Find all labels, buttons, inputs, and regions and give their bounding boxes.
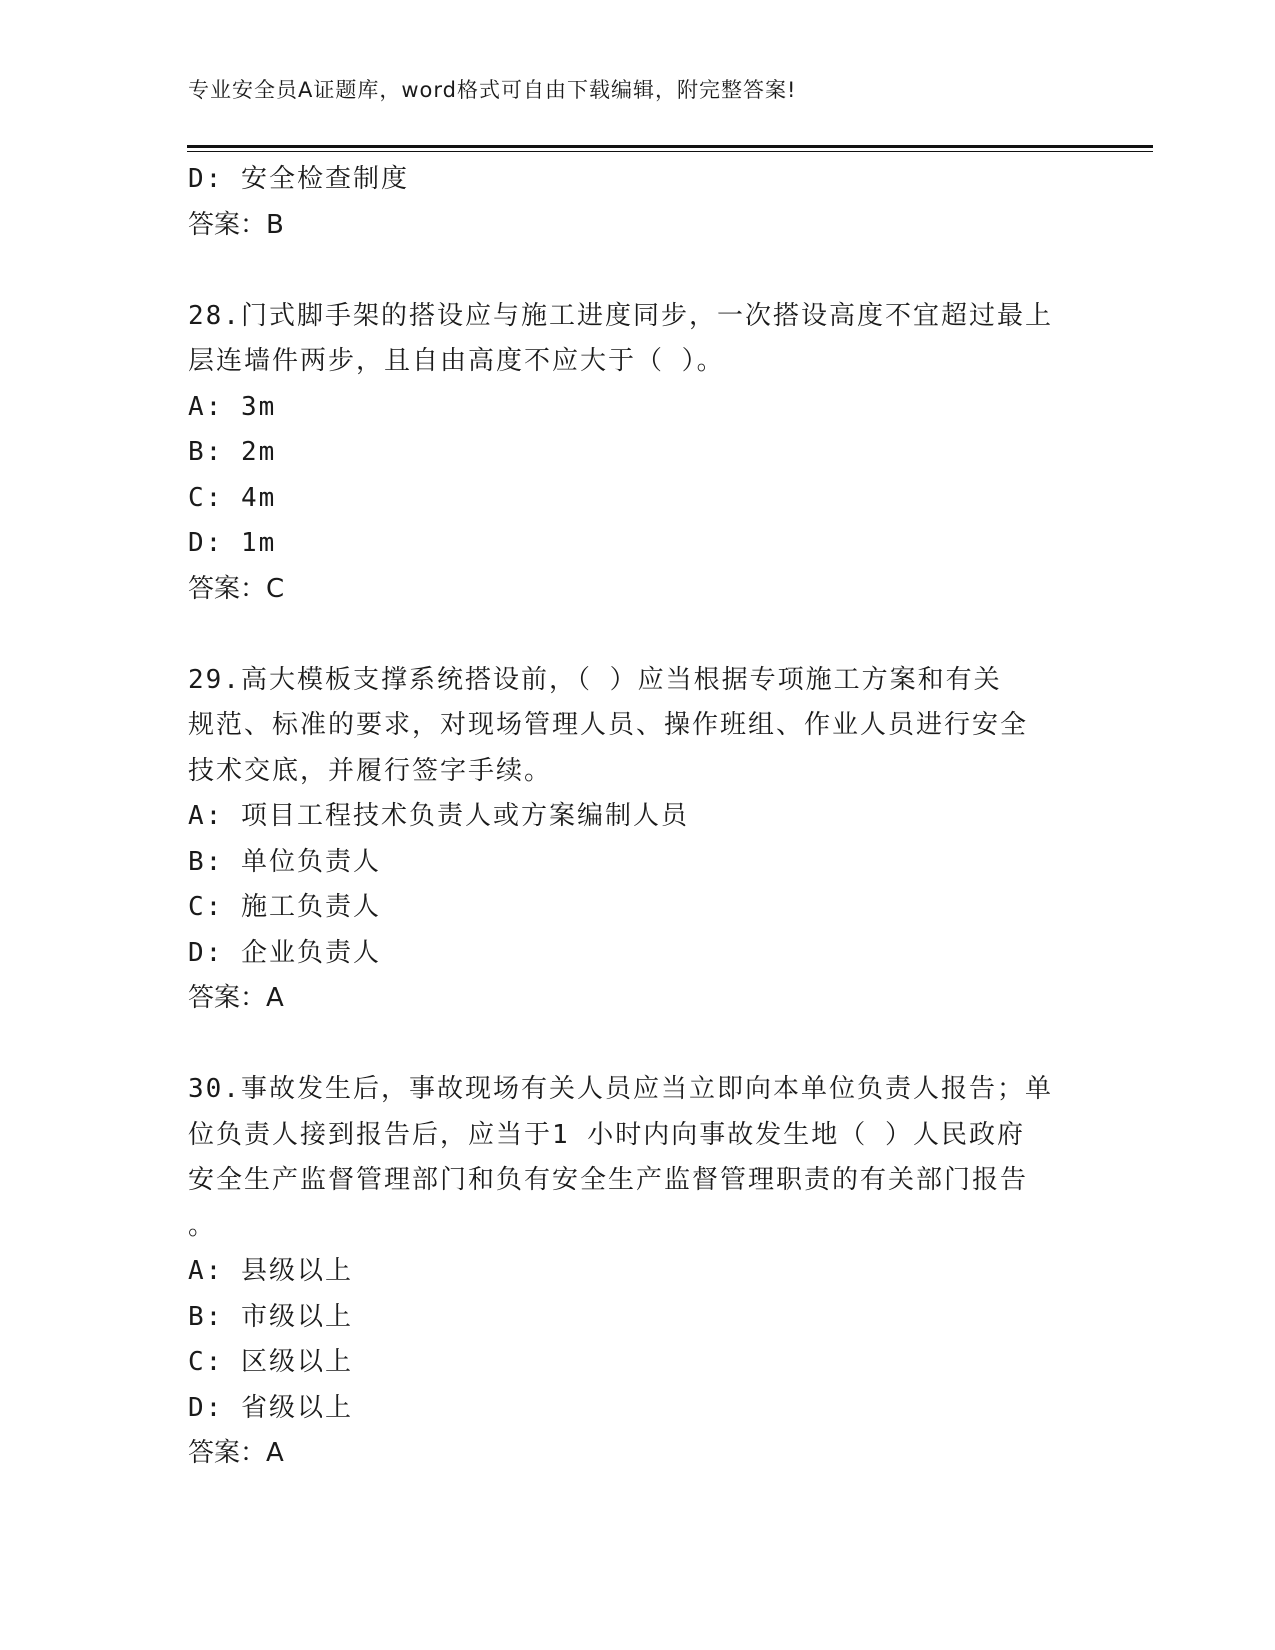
header-rule-thick <box>187 145 1153 148</box>
page-header: 专业安全员A证题库，word格式可自由下载编辑，附完整答案! <box>188 78 797 102</box>
option-b: B: 2m <box>188 437 277 467</box>
question-text-line: 。 <box>188 1210 217 1241</box>
option-d: D: 省级以上 <box>188 1392 353 1423</box>
question-29 <box>188 658 1088 1022</box>
question-text-line: 位负责人接到报告后，应当于1 小时内向事故发生地（ ）人民政府 <box>188 1119 1025 1150</box>
header-rule-thin <box>187 151 1153 152</box>
question-text-line: 规范、标准的要求，对现场管理人员、操作班组、作业人员进行安全 <box>188 710 1029 740</box>
document-body <box>188 157 1088 1477</box>
prev-answer: 答案：B <box>188 209 284 240</box>
option-a: A: 县级以上 <box>188 1256 353 1286</box>
question-28 <box>188 294 1088 613</box>
question-text-line: 28.门式脚手架的搭设应与施工进度同步，一次搭设高度不宜超过最上 <box>188 300 1053 331</box>
question-text-line: 层连墙件两步，且自由高度不应大于（ ）。 <box>188 346 725 376</box>
question-text-line: 29.高大模板支撑系统搭设前，（ ）应当根据专项施工方案和有关 <box>188 664 1002 695</box>
answer: 答案：C <box>188 573 285 604</box>
option-a: A: 项目工程技术负责人或方案编制人员 <box>188 801 689 831</box>
spacer <box>188 248 1088 294</box>
question-text-line: 30.事故发生后，事故现场有关人员应当立即向本单位负责人报告；单 <box>188 1074 1053 1104</box>
option-a: A: 3m <box>188 391 277 422</box>
option-d: D: 1m <box>188 528 277 558</box>
option-b: B: 市级以上 <box>188 1301 353 1332</box>
option-c: C: 施工负责人 <box>188 892 381 922</box>
question-30 <box>188 1067 1088 1477</box>
question-text-line: 技术交底，并履行签字手续。 <box>188 755 553 786</box>
answer: 答案：A <box>188 983 284 1013</box>
option-d: D: 企业负责人 <box>188 937 381 968</box>
spacer <box>188 1022 1088 1068</box>
spacer <box>188 612 1088 658</box>
option-c: C: 区级以上 <box>188 1347 353 1377</box>
prev-option-d: D: 安全检查制度 <box>188 164 409 194</box>
answer: 答案：A <box>188 1438 284 1468</box>
question-text-line: 安全生产监督管理部门和负有安全生产监督管理职责的有关部门报告 <box>188 1165 1029 1195</box>
option-c: C: 4m <box>188 482 277 513</box>
option-b: B: 单位负责人 <box>188 846 381 877</box>
